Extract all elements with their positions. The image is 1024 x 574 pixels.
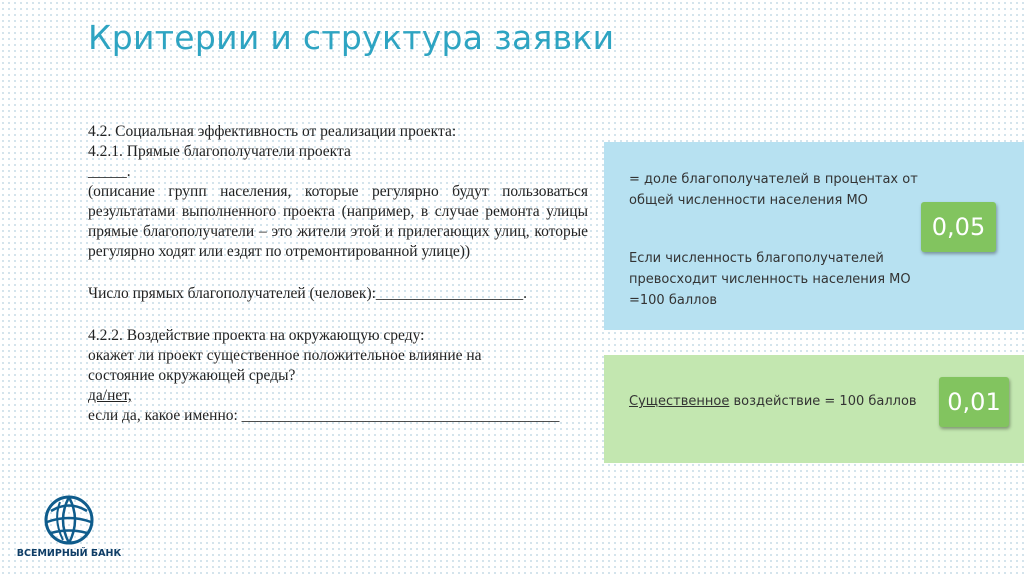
beneficiaries-share-text: = доле благополучателей в процентах от общей численности населения МО bbox=[629, 172, 918, 208]
section-heading: 4.2. Социальная эффективность от реализации проекта: bbox=[88, 123, 457, 140]
weight-badge-beneficiaries: 0,05 bbox=[921, 202, 996, 252]
world-bank-logo bbox=[14, 494, 124, 559]
slide-title: Критерии и структура заявки bbox=[88, 18, 615, 57]
environment-question-1: окажет ли проект существенное положительное влияние на bbox=[88, 347, 482, 364]
environment-score-text bbox=[629, 391, 929, 412]
application-form-text bbox=[88, 122, 588, 426]
description-paragraph: (описание групп населения, которые регулярно будут пользоваться результатами выполненного проекта (например, в случае ремонта улицы прямые благополучатели – это жители этой и прилегающих улиц, которые регулярно ходят или ездят по отремонтированной улице)) bbox=[88, 183, 588, 260]
beneficiaries-count-line: Число прямых благополучателей (человек):___________________. bbox=[88, 285, 528, 302]
weight-badge-environment: 0,01 bbox=[939, 377, 1009, 427]
yes-no-line: да/нет, bbox=[88, 387, 132, 404]
world-bank-globe-icon bbox=[43, 494, 95, 546]
world-bank-logo-text: ВСЕМИРНЫЙ БАНК bbox=[16, 548, 122, 559]
blank-line: _____. bbox=[88, 163, 131, 180]
if-yes-line: если да, какое именно: _________________________________________ bbox=[88, 407, 560, 424]
beneficiaries-max-text: Если численность благополучателей превосходит численность населения МО =100 баллов bbox=[629, 251, 911, 308]
environment-criteria-panel bbox=[604, 355, 1024, 463]
significant-word: Существенное bbox=[629, 394, 730, 409]
environment-question-2: состояние окружающей среды? bbox=[88, 367, 296, 384]
beneficiaries-criteria-panel bbox=[604, 142, 1024, 330]
environment-heading: 4.2.2. Воздействие проекта на окружающую среду: bbox=[88, 327, 425, 344]
environment-score-rest: воздействие = 100 баллов bbox=[729, 394, 917, 409]
subsection-heading: 4.2.1. Прямые благополучатели проекта bbox=[88, 143, 351, 160]
